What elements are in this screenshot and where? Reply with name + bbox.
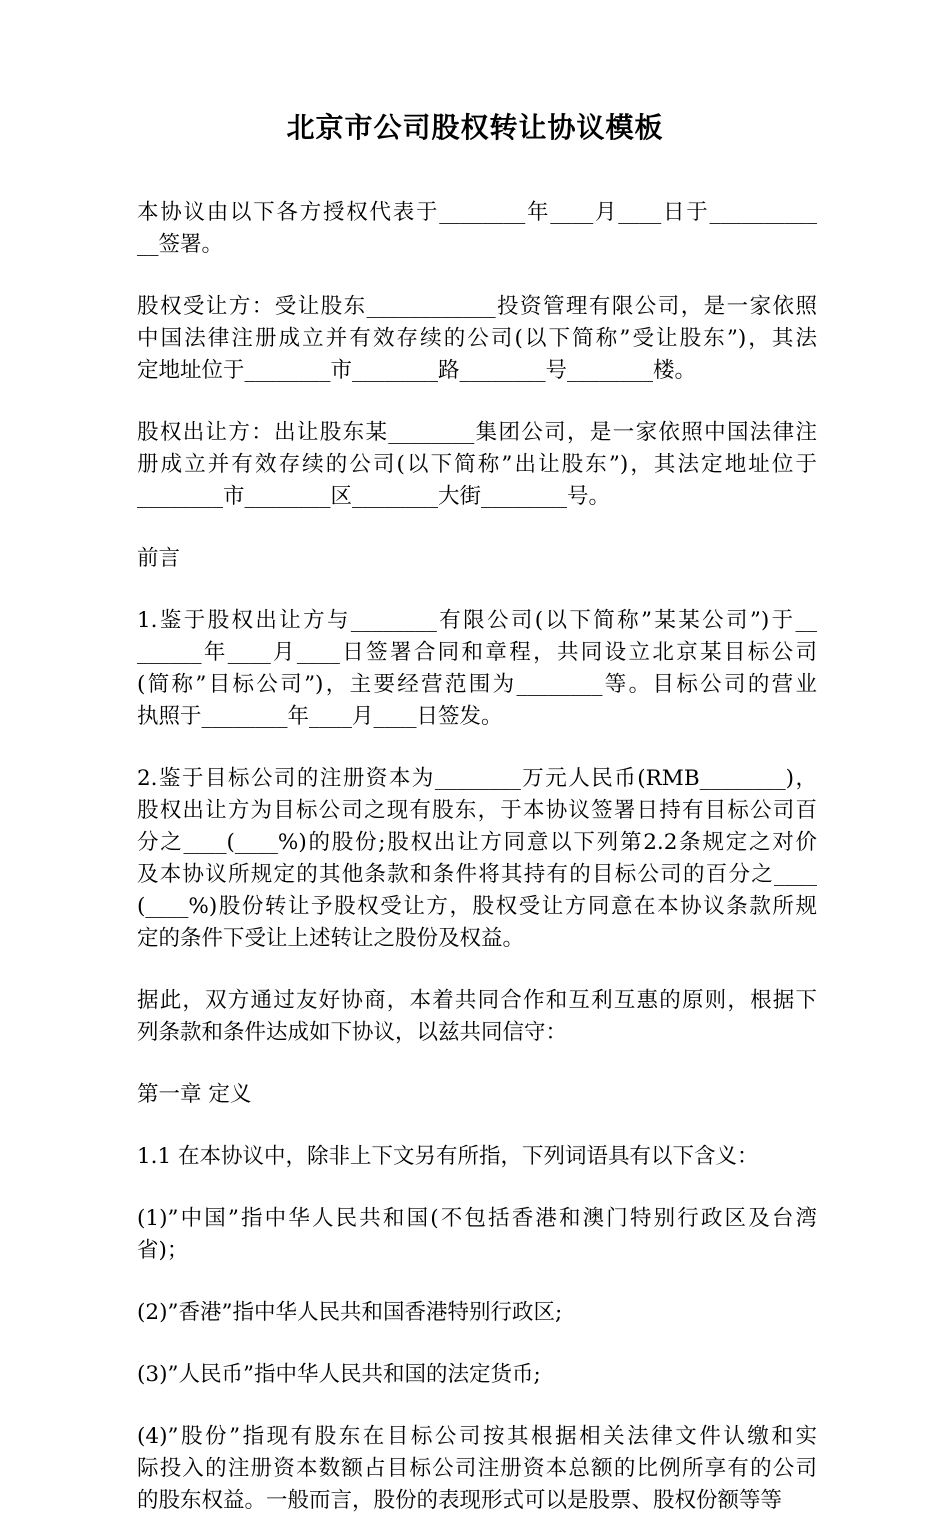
document-title: 北京市公司股权转让协议模板 xyxy=(286,111,664,144)
paragraph xyxy=(137,1141,817,1173)
paragraph-line: (3)”人民币”指中华人民共和国的法定货币; xyxy=(137,1362,541,1387)
paragraph-gap xyxy=(137,387,817,417)
paragraph-gap xyxy=(137,1173,817,1203)
paragraph xyxy=(137,763,817,955)
paragraph xyxy=(137,605,817,733)
paragraph-line: 际投入的注册资本数额占目标公司注册资本总额的比例所享有的公司 xyxy=(137,1456,817,1481)
paragraph-gap xyxy=(137,575,817,605)
paragraph-line: (4)”股份”指现有股东在目标公司按其根据相关法律文件认缴和实 xyxy=(137,1424,817,1449)
paragraph-line: 股权受让方：受让股东____________投资管理有限公司，是一家依照 xyxy=(137,294,817,319)
paragraph-gap xyxy=(137,955,817,985)
paragraph-line: 中国法律注册成立并有效存续的公司(以下简称”受让股东”)，其法 xyxy=(137,326,817,351)
paragraph xyxy=(137,291,817,387)
paragraph-line: ______年____月____日签署合同和章程，共同设立北京某目标公司 xyxy=(137,640,817,665)
paragraph-line: 分之____(____%)的股份;股权出让方同意以下列第2.2条规定之对价 xyxy=(137,830,817,855)
paragraph xyxy=(137,1203,817,1267)
document-body xyxy=(137,197,817,1517)
paragraph-line: 2.鉴于目标公司的注册资本为________万元人民币(RMB________)， xyxy=(137,766,817,791)
paragraph-line: 据此，双方通过友好协商，本着共同合作和互利互惠的原则，根据下 xyxy=(137,988,817,1013)
paragraph-line: 省)； xyxy=(137,1238,189,1263)
paragraph-line: 册成立并有效存续的公司(以下简称”出让股东”)，其法定地址位于 xyxy=(137,452,817,477)
paragraph-gap xyxy=(137,733,817,763)
paragraph-line: ________市________区________大街________号。 xyxy=(137,484,611,509)
paragraph xyxy=(137,543,817,575)
paragraph xyxy=(137,1297,817,1329)
paragraph-gap xyxy=(137,1267,817,1297)
paragraph-line: (1)”中国”指中华人民共和国(不包括香港和澳门特别行政区及台湾 xyxy=(137,1206,817,1231)
paragraph-gap xyxy=(137,1391,817,1421)
paragraph-line: 列条款和条件达成如下协议，以兹共同信守： xyxy=(137,1020,568,1045)
paragraph-gap xyxy=(137,261,817,291)
paragraph xyxy=(137,1421,817,1517)
paragraph-line: 本协议由以下各方授权代表于________年____月____日于__________ xyxy=(137,200,817,225)
paragraph-line: 及本协议所规定的其他条款和条件将其持有的目标公司的百分之____ xyxy=(137,862,817,887)
paragraph-gap xyxy=(137,1329,817,1359)
paragraph-line: 定地址位于________市________路________号________楼。 xyxy=(137,358,697,383)
paragraph-line: __签署。 xyxy=(137,232,224,257)
paragraph-line: 执照于________年____月____日签发。 xyxy=(137,704,503,729)
paragraph xyxy=(137,985,817,1049)
paragraph-line: (2)”香港”指中华人民共和国香港特别行政区; xyxy=(137,1300,563,1325)
paragraph-line: 1.鉴于股权出让方与________有限公司(以下简称”某某公司”)于__ xyxy=(137,608,817,633)
paragraph-line: 1.1 在本协议中，除非上下文另有所指，下列词语具有以下含义： xyxy=(137,1144,759,1169)
paragraph-line: 第一章 定义 xyxy=(137,1082,252,1107)
paragraph xyxy=(137,1079,817,1111)
paragraph xyxy=(137,1359,817,1391)
paragraph-line: 股权出让方为目标公司之现有股东，于本协议签署日持有目标公司百 xyxy=(137,798,817,823)
paragraph xyxy=(137,197,817,261)
paragraph-line: 定的条件下受让上述转让之股份及权益。 xyxy=(137,926,525,951)
paragraph-gap xyxy=(137,1049,817,1079)
paragraph-line: 的股东权益。一般而言，股份的表现形式可以是股票、股权份额等等 xyxy=(137,1488,783,1513)
paragraph-gap xyxy=(137,1111,817,1141)
paragraph-line: (简称”目标公司”)，主要经营范围为________等。目标公司的营业 xyxy=(137,672,817,697)
paragraph-line: 股权出让方：出让股东某________集团公司，是一家依照中国法律注 xyxy=(137,420,817,445)
paragraph-gap xyxy=(137,513,817,543)
paragraph-line: (____%)股份转让予股权受让方，股权受让方同意在本协议条款所规 xyxy=(137,894,817,919)
paragraph xyxy=(137,417,817,513)
paragraph-line: 前言 xyxy=(137,546,181,571)
